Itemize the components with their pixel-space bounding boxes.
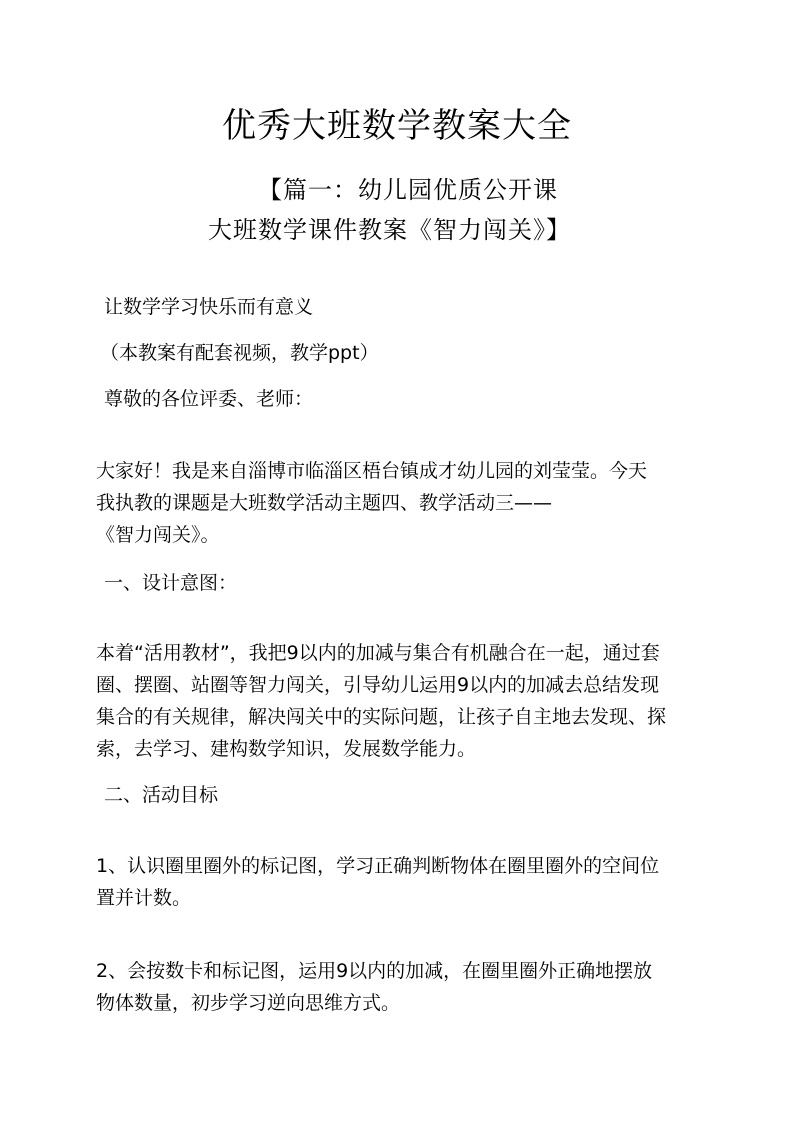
goal-1-line-1: 1、认识圈里圈外的标记图，学习正确判断物体在圈里圈外的空间位 (96, 855, 660, 877)
section-1-line-2: 圈、摆圈、站圈等智力闯关，引导幼儿运用9以内的加减去总结发现 (96, 674, 660, 696)
subtitle-line-2: 大班数学课件教案《智力闯关》】 (208, 216, 571, 244)
page-title: 优秀大班数学教案大全 (222, 106, 572, 146)
section-1-line-1: 本着“活用教材”，我把9以内的加减与集合有机融合在一起，通过套 (96, 642, 660, 664)
intro-line-1: 大家好！我是来自淄博市临淄区梧台镇成才幼儿园的刘莹莹。今天 (96, 460, 648, 482)
goal-1-line-2: 置并计数。 (96, 887, 192, 909)
intro-line-3: 《智力闯关》。 (96, 524, 220, 546)
section-1-line-4: 索，去学习、建构数学知识，发展数学能力。 (96, 738, 477, 760)
paragraph-greeting: 尊敬的各位评委、老师： (104, 388, 314, 410)
paragraph-motto: 让数学学习快乐而有意义 (104, 296, 314, 318)
goal-2-line-2: 物体数量，初步学习逆向思维方式。 (96, 992, 401, 1014)
goal-2-line-1: 2、会按数卡和标记图，运用9以内的加减，在圈里圈外正确地摆放 (96, 960, 653, 982)
section-2-heading: 二、活动目标 (104, 784, 219, 806)
subtitle-line-1: 【篇一：幼儿园优质公开课 (258, 176, 558, 204)
paragraph-note: （本教案有配套视频，教学ppt） (100, 342, 379, 364)
intro-line-2: 我执教的课题是大班数学活动主题四、教学活动三—— (96, 492, 553, 514)
section-1-heading: 一、设计意图： (104, 572, 238, 594)
section-1-line-3: 集合的有关规律，解决闯关中的实际问题，让孩子自主地去发现、探 (96, 706, 667, 728)
